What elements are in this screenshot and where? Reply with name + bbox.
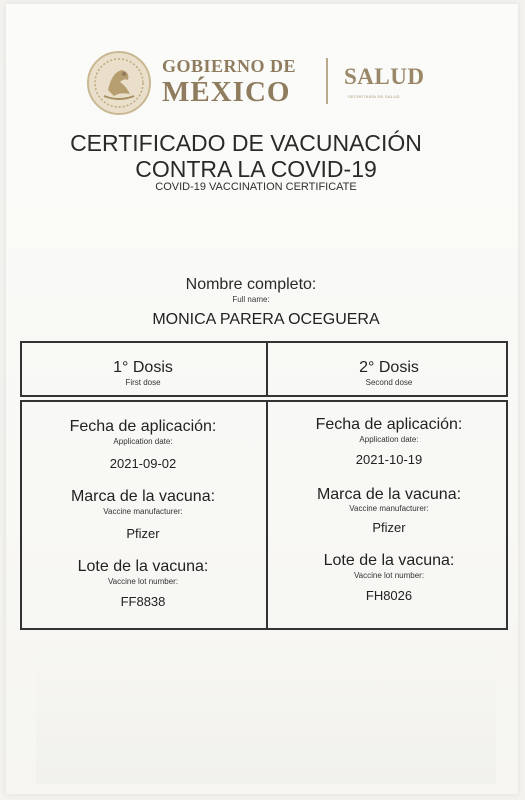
dose-1-details [22,402,264,628]
dose-2-date-label-english: Application date: [359,435,419,444]
dose-1-manufacturer: Pfizer [126,526,160,541]
certificate-title-line1: CERTIFICADO DE VACUNACIÓN [70,130,422,156]
certificate-title-line2: CONTRA LA COVID-19 [135,156,377,182]
dose-details-table [20,400,508,630]
header-divider [326,58,328,104]
dose-1-title-english: First dose [125,378,161,387]
name-label: Nombre completo: [185,276,317,293]
dose-2-details [268,402,510,628]
dose-2-title-english: Second dose [365,378,413,387]
dose-1-lot-label-english: Vaccine lot number: [107,577,179,586]
dose-2-title: 2° Dosis [359,359,419,376]
dose-2-date-label: Fecha de aplicación: [315,416,463,433]
dose-1-header [22,343,264,395]
person-name: MONICA PARERA OCEGUERA [152,311,380,328]
certificate-title-english: COVID-19 VACCINATION CERTIFICATE [155,181,357,193]
dose-2-lot-label: Lote de la vacuna: [323,552,455,569]
dose-2-manufacturer: Pfizer [372,520,406,535]
dose-1-title: 1° Dosis [113,359,173,376]
dose-1-lot-label: Lote de la vacuna: [77,558,209,575]
name-label-english: Full name: [232,295,270,304]
dose-2-manufacturer-label: Marca de la vacuna: [316,486,462,503]
blank-lower-area [36,644,496,784]
dose-2-lot-label-english: Vaccine lot number: [353,571,425,580]
dose-2-manufacturer-label-english: Vaccine manufacturer: [349,504,429,513]
dose-2-lot: FH8026 [365,588,413,603]
gov-line2: MÉXICO [162,76,291,108]
dose-1-date-label: Fecha de aplicación: [69,418,217,435]
dose-1-date: 2021-09-02 [109,456,177,471]
gov-line1: GOBIERNO DE [162,56,297,76]
government-header [86,46,456,126]
dose-1-date-label-english: Application date: [113,437,173,446]
dose-1-manufacturer-label: Marca de la vacuna: [70,488,216,505]
certificate-card [6,4,518,794]
dose-2-header [268,343,510,395]
ministry-name: SALUD [344,64,425,89]
ministry-subtitle: SECRETARÍA DE SALUD [348,94,400,99]
dose-2-date: 2021-10-19 [355,452,423,467]
dose-1-manufacturer-label-english: Vaccine manufacturer: [103,507,183,516]
dose-header-row [20,341,508,397]
mexico-coat-of-arms-icon [86,50,152,116]
dose-1-lot: FF8838 [120,594,166,609]
